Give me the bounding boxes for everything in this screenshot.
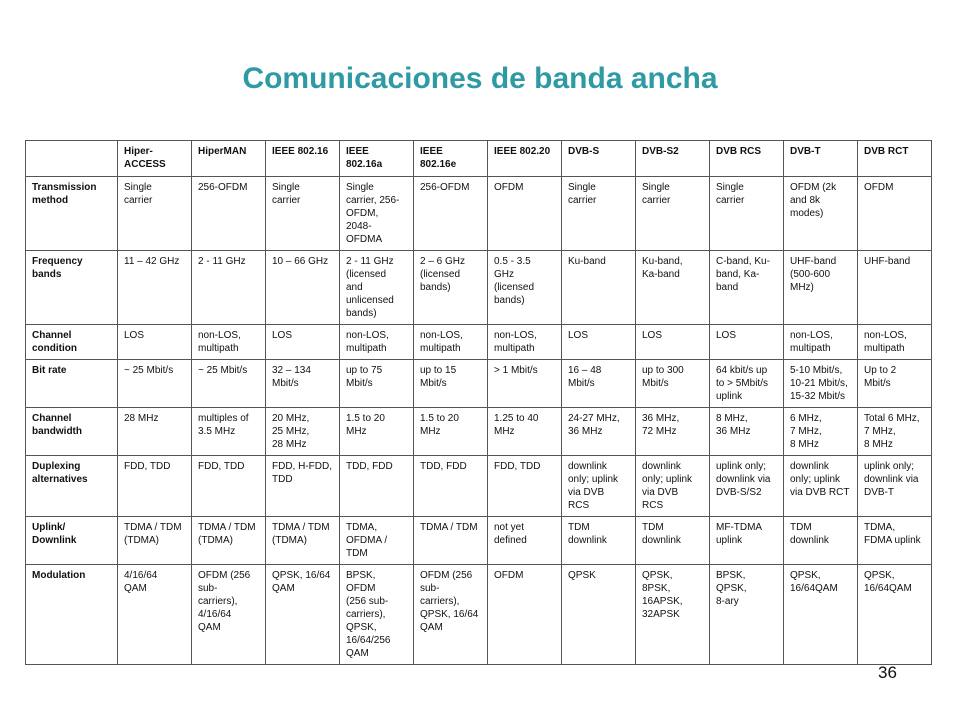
table-cell: 256-OFDM [414, 177, 488, 251]
table-cell: up to 15 Mbit/s [414, 360, 488, 408]
table-cell: non-LOS, multipath [192, 325, 266, 360]
table-cell: OFDM [488, 565, 562, 665]
table-cell: OFDM [858, 177, 932, 251]
row-label: Frequency bands [26, 251, 118, 325]
row-label: Modulation [26, 565, 118, 665]
table-cell: OFDM (256 sub- carriers), QPSK, 16/64 QAM [414, 565, 488, 665]
table-cell: Single carrier, 256- OFDM, 2048- OFDMA [340, 177, 414, 251]
table-cell: ~ 25 Mbit/s [192, 360, 266, 408]
column-header: DVB-S [562, 141, 636, 177]
table-cell: TDMA / TDM [414, 517, 488, 565]
row-label: Transmission method [26, 177, 118, 251]
table-cell: 11 – 42 GHz [118, 251, 192, 325]
table-cell: 1.5 to 20 MHz [340, 408, 414, 456]
table-cell: 2 – 6 GHz (licensed bands) [414, 251, 488, 325]
table-cell: QPSK [562, 565, 636, 665]
table-cell: downlink only; uplink via DVB RCS [636, 456, 710, 517]
table-cell: TDD, FDD [340, 456, 414, 517]
table-cell: Ku-band, Ka-band [636, 251, 710, 325]
table-cell: 1.5 to 20 MHz [414, 408, 488, 456]
table-cell: LOS [266, 325, 340, 360]
column-header: DVB-S2 [636, 141, 710, 177]
table-cell: 10 – 66 GHz [266, 251, 340, 325]
table-cell: OFDM (256 sub- carriers), 4/16/64 QAM [192, 565, 266, 665]
table-cell: Total 6 MHz, 7 MHz, 8 MHz [858, 408, 932, 456]
table-body [26, 177, 932, 665]
table-cell: 24-27 MHz, 36 MHz [562, 408, 636, 456]
table-cell: 256-OFDM [192, 177, 266, 251]
table-row [26, 408, 932, 456]
table-cell: Ku-band [562, 251, 636, 325]
table-row [26, 177, 932, 251]
table-cell: OFDM (2k and 8k modes) [784, 177, 858, 251]
table-cell: TDMA, FDMA uplink [858, 517, 932, 565]
table-cell: 36 MHz, 72 MHz [636, 408, 710, 456]
table-cell: 2 - 11 GHz (licensed and unlicensed bands) [340, 251, 414, 325]
table-cell: > 1 Mbit/s [488, 360, 562, 408]
row-label: Duplexing alternatives [26, 456, 118, 517]
table-cell: 28 MHz [118, 408, 192, 456]
table-row [26, 565, 932, 665]
table-cell: QPSK, 8PSK, 16APSK, 32APSK [636, 565, 710, 665]
slide-title: Comunicaciones de banda ancha [242, 62, 718, 95]
table-cell: QPSK, 16/64QAM [784, 565, 858, 665]
table-cell: TDMA, OFDMA / TDM [340, 517, 414, 565]
page-number: 36 [878, 663, 897, 682]
table-cell: up to 300 Mbit/s [636, 360, 710, 408]
table-cell: non-LOS, multipath [340, 325, 414, 360]
table-cell: TDM downlink [636, 517, 710, 565]
table-cell: Single carrier [636, 177, 710, 251]
table-cell: 6 MHz, 7 MHz, 8 MHz [784, 408, 858, 456]
table-cell: TDD, FDD [414, 456, 488, 517]
row-label: Uplink/ Downlink [26, 517, 118, 565]
table-cell: not yet defined [488, 517, 562, 565]
table-cell: uplink only; downlink via DVB-T [858, 456, 932, 517]
row-label: Channel condition [26, 325, 118, 360]
table-cell: Single carrier [562, 177, 636, 251]
table-cell: FDD, TDD [118, 456, 192, 517]
table-cell: LOS [710, 325, 784, 360]
table-cell: 1.25 to 40 MHz [488, 408, 562, 456]
column-header: DVB RCS [710, 141, 784, 177]
table-cell: BPSK, OFDM (256 sub- carriers), QPSK, 16/64/256 QAM [340, 565, 414, 665]
table-row [26, 360, 932, 408]
table-cell: LOS [636, 325, 710, 360]
table-cell: 4/16/64 QAM [118, 565, 192, 665]
table-cell: OFDM [488, 177, 562, 251]
column-header: DVB-T [784, 141, 858, 177]
table-cell: Single carrier [266, 177, 340, 251]
table-cell: downlink only; uplink via DVB RCT [784, 456, 858, 517]
table-cell: TDMA / TDM (TDMA) [118, 517, 192, 565]
table-cell: uplink only; downlink via DVB-S/S2 [710, 456, 784, 517]
header-row [26, 141, 932, 177]
table-cell: up to 75 Mbit/s [340, 360, 414, 408]
header-corner-cell [26, 141, 118, 177]
column-header: IEEE 802.16a [340, 141, 414, 177]
row-label: Bit rate [26, 360, 118, 408]
table-cell: QPSK, 16/64QAM [858, 565, 932, 665]
table-cell: FDD, TDD [192, 456, 266, 517]
table-cell: non-LOS, multipath [488, 325, 562, 360]
column-header: IEEE 802.20 [488, 141, 562, 177]
table-cell: LOS [562, 325, 636, 360]
table-cell: non-LOS, multipath [414, 325, 488, 360]
table-cell: downlink only; uplink via DVB RCS [562, 456, 636, 517]
table-cell: Single carrier [710, 177, 784, 251]
table-header [26, 141, 932, 177]
table-cell: Up to 2 Mbit/s [858, 360, 932, 408]
table-cell: FDD, TDD [488, 456, 562, 517]
table-cell: QPSK, 16/64 QAM [266, 565, 340, 665]
table-row [26, 251, 932, 325]
table-cell: C-band, Ku- band, Ka- band [710, 251, 784, 325]
table-cell: TDM downlink [784, 517, 858, 565]
table-cell: UHF-band (500-600 MHz) [784, 251, 858, 325]
table-cell: non-LOS, multipath [784, 325, 858, 360]
table-cell: 8 MHz, 36 MHz [710, 408, 784, 456]
column-header: HiperMAN [192, 141, 266, 177]
table-cell: 0.5 - 3.5 GHz (licensed bands) [488, 251, 562, 325]
table-cell: 16 – 48 Mbit/s [562, 360, 636, 408]
table-cell: UHF-band [858, 251, 932, 325]
table-cell: MF-TDMA uplink [710, 517, 784, 565]
row-label: Channel bandwidth [26, 408, 118, 456]
table-cell: LOS [118, 325, 192, 360]
table-cell: TDMA / TDM (TDMA) [192, 517, 266, 565]
table-cell: TDM downlink [562, 517, 636, 565]
column-header: DVB RCT [858, 141, 932, 177]
table-cell: FDD, H-FDD, TDD [266, 456, 340, 517]
column-header: IEEE 802.16 [266, 141, 340, 177]
column-header: IEEE 802.16e [414, 141, 488, 177]
table-cell: 5-10 Mbit/s, 10-21 Mbit/s, 15-32 Mbit/s [784, 360, 858, 408]
table-cell: ~ 25 Mbit/s [118, 360, 192, 408]
table-row [26, 325, 932, 360]
table-cell: BPSK, QPSK, 8-ary [710, 565, 784, 665]
table-cell: Single carrier [118, 177, 192, 251]
table-cell: 20 MHz, 25 MHz, 28 MHz [266, 408, 340, 456]
table-row [26, 517, 932, 565]
table-cell: TDMA / TDM (TDMA) [266, 517, 340, 565]
table-cell: 64 kbit/s up to > 5Mbit/s uplink [710, 360, 784, 408]
table-cell: 32 – 134 Mbit/s [266, 360, 340, 408]
table-cell: 2 - 11 GHz [192, 251, 266, 325]
column-header: Hiper- ACCESS [118, 141, 192, 177]
table-cell: multiples of 3.5 MHz [192, 408, 266, 456]
table-row [26, 456, 932, 517]
broadband-comparison-table [25, 140, 932, 665]
table-cell: non-LOS, multipath [858, 325, 932, 360]
